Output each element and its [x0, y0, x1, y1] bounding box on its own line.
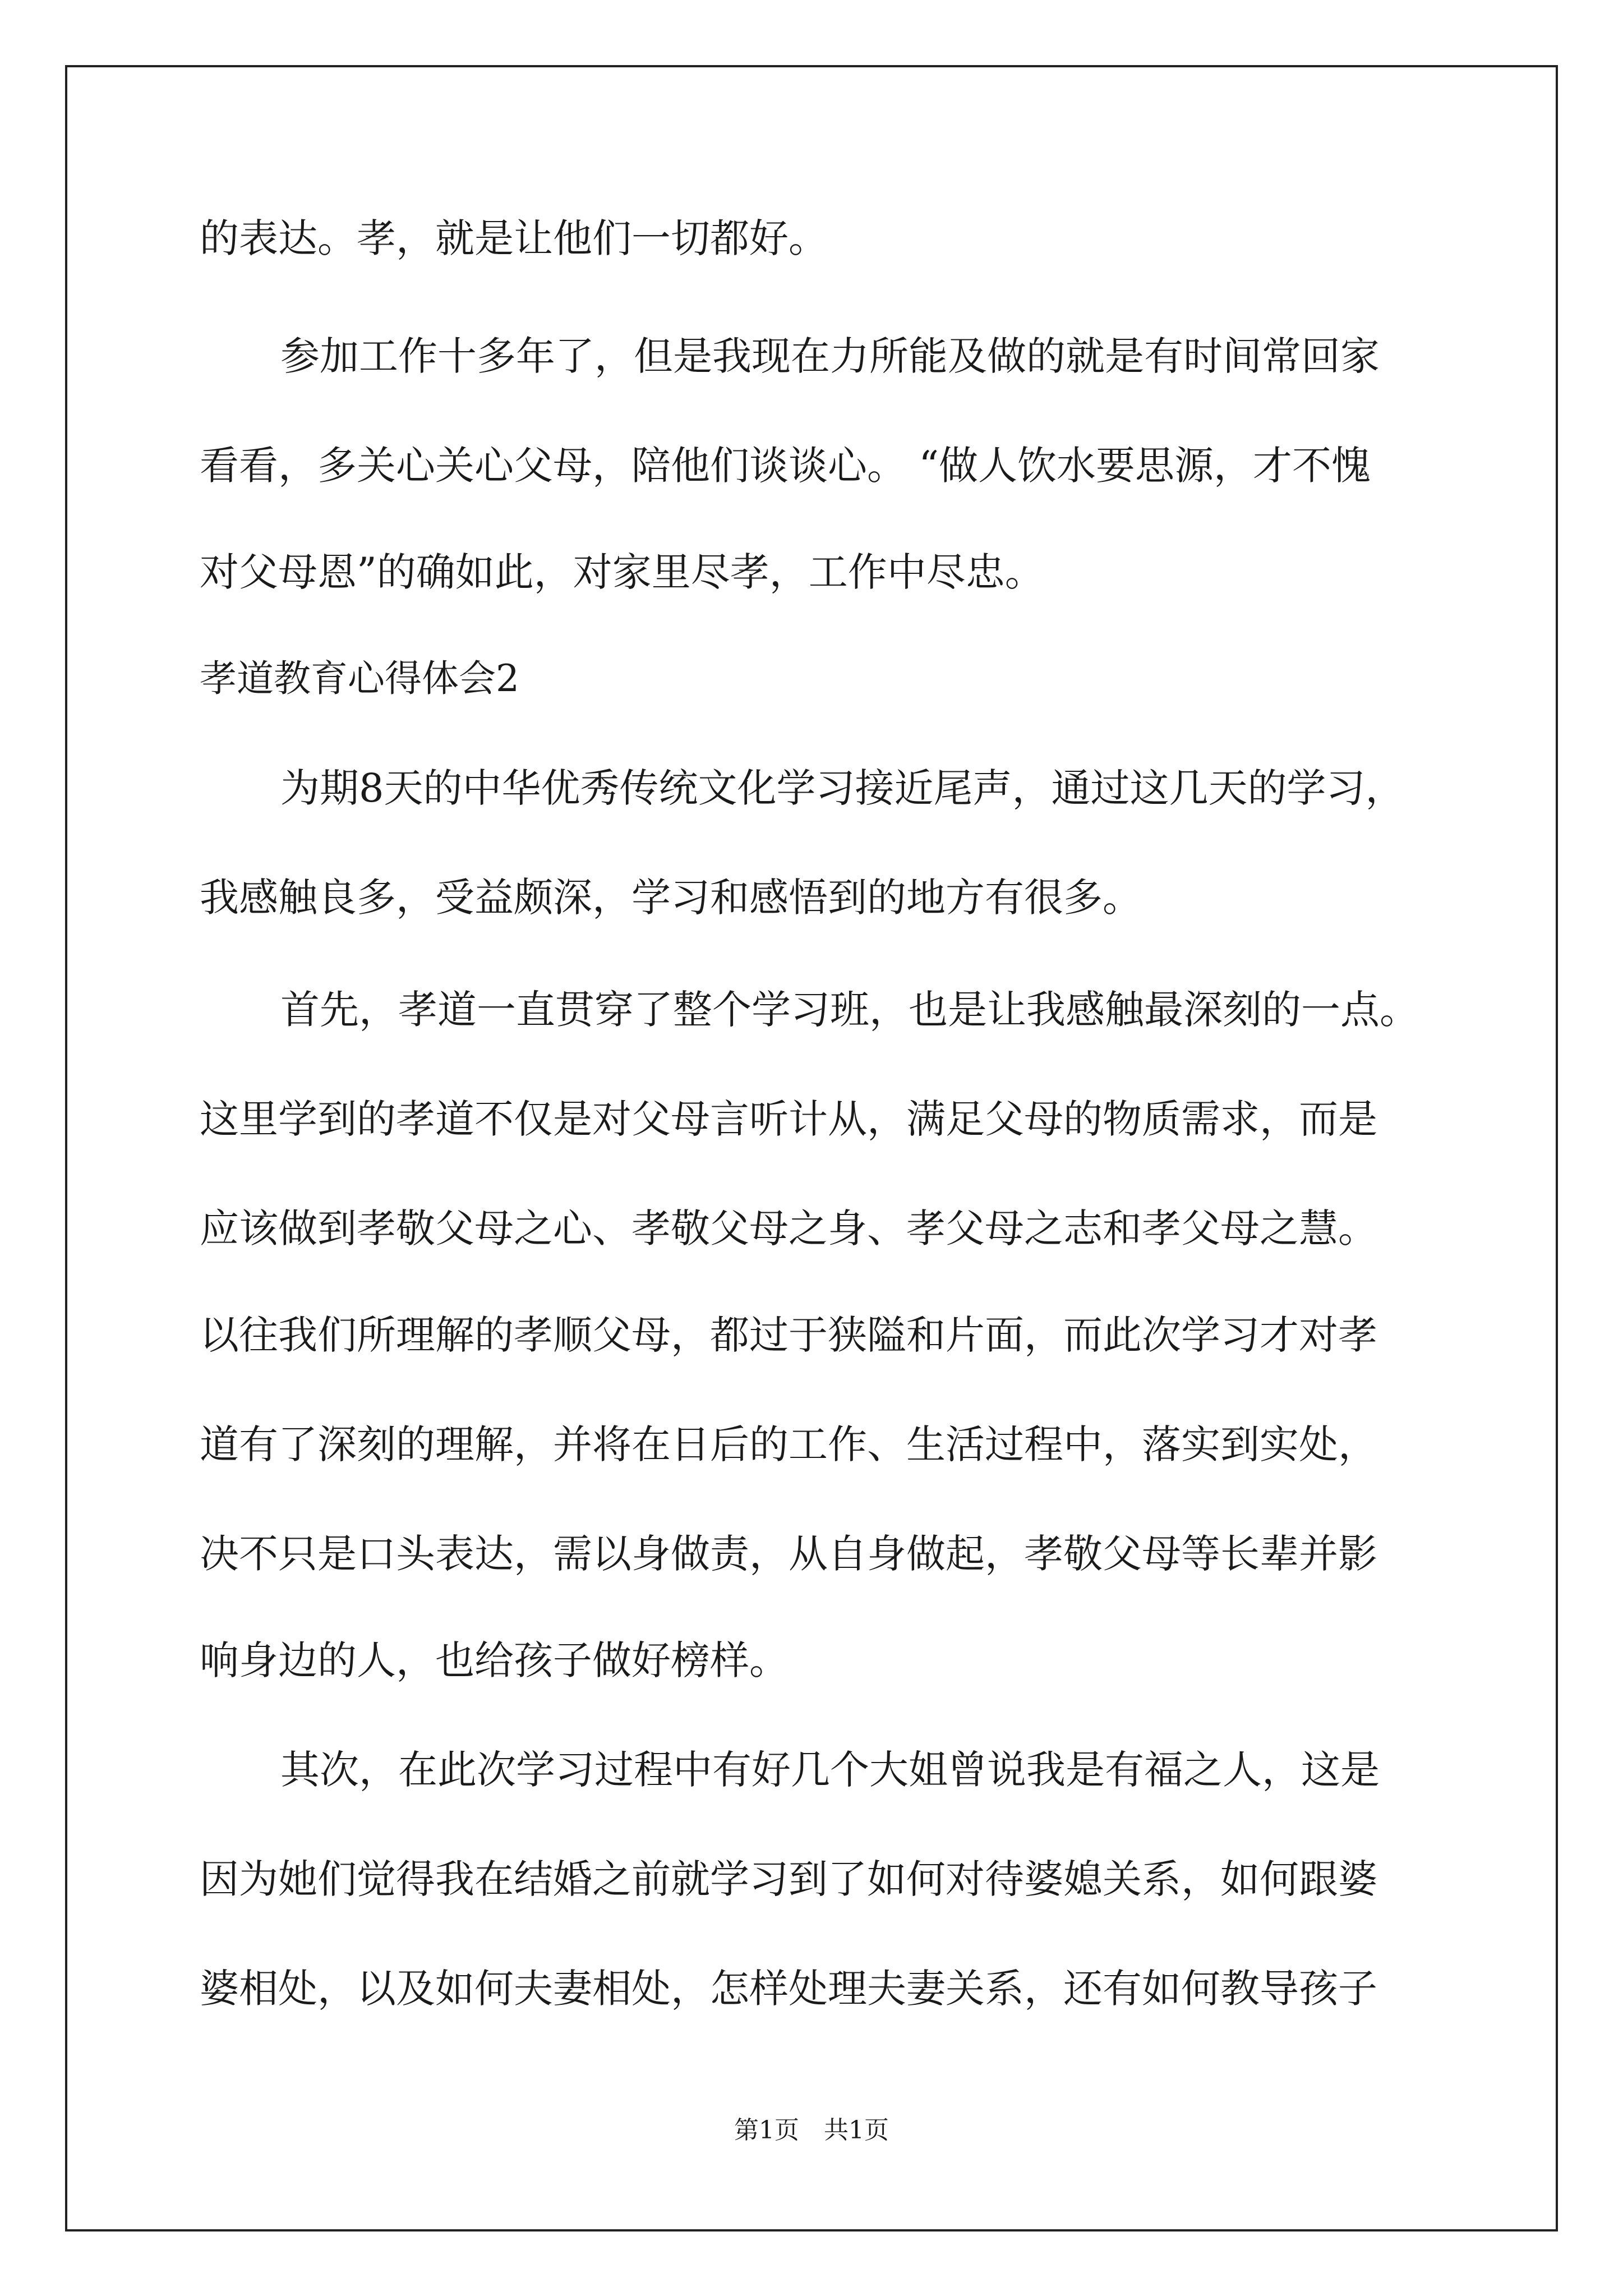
body-line-6: 我感触良多，受益颇深，学习和感悟到的地方有很多。: [200, 875, 1142, 921]
body-line-13: 响身边的人，也给孩子做好榜样。: [200, 1637, 789, 1683]
page-footer: 第1页 共1页: [734, 2116, 889, 2145]
page-border: [65, 65, 1558, 2231]
body-line-10: 以往我们所理解的孝顺父母，都过于狭隘和片面，而此次学习才对孝: [200, 1312, 1377, 1358]
body-line-16: 婆相处，以及如何夫妻相处，怎样处理夫妻关系，还有如何教导孩子: [200, 1966, 1377, 2012]
body-line-8: 这里学到的孝道不仅是对父母言听计从，满足父母的物质需求，而是: [200, 1096, 1377, 1142]
body-line-2: 参加工作十多年了，但是我现在力所能及做的就是有时间常回家: [280, 333, 1380, 379]
body-line-15: 因为她们觉得我在结婚之前就学习到了如何对待婆媳关系，如何跟婆: [200, 1856, 1377, 1902]
section-heading: 孝道教育心得体会2: [200, 657, 519, 700]
body-line-11: 道有了深刻的理解，并将在日后的工作、生活过程中，落实到实处，: [200, 1421, 1377, 1467]
body-line-14: 其次，在此次学习过程中有好几个大姐曾说我是有福之人，这是: [280, 1747, 1380, 1793]
body-line-3: 看看，多关心关心父母，陪他们谈谈心。 “做人饮水要思源，才不愧: [200, 443, 1371, 489]
body-line-4: 对父母恩”的确如此，对家里尽孝，工作中尽忠。: [200, 549, 1044, 595]
body-line-5: 为期8天的中华优秀传统文化学习接近尾声，通过这几天的学习，: [280, 765, 1405, 811]
body-line-9: 应该做到孝敬父母之心、孝敬父母之身、孝父母之志和孝父母之慧。: [200, 1205, 1377, 1251]
body-line-1: 的表达。孝，就是让他们一切都好。: [200, 215, 828, 261]
body-line-12: 决不只是口头表达，需以身做责，从自身做起，孝敬父母等长辈并影: [200, 1531, 1377, 1577]
body-line-7: 首先，孝道一直贯穿了整个学习班，也是让我感触最深刻的一点。: [280, 987, 1419, 1033]
